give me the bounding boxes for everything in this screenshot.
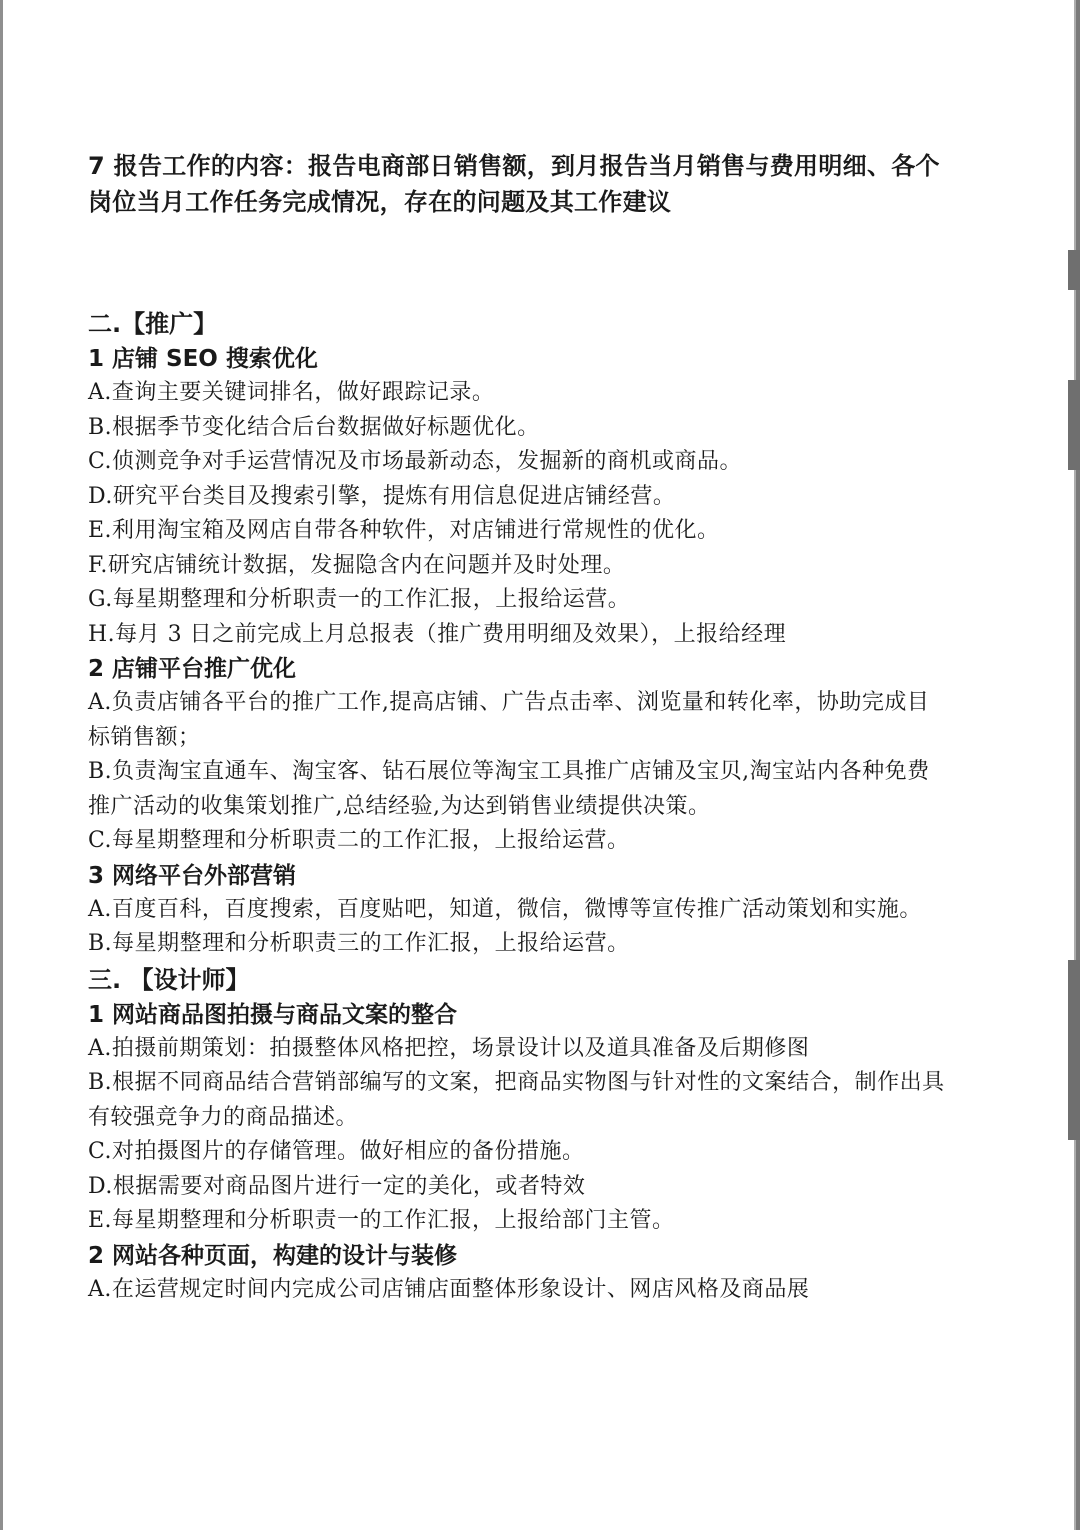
subsection-title: 1 店铺 SEO 搜索优化 [88,346,318,372]
list-item: H.每月 3 日之前完成上月总报表（推广费用明细及效果），上报给经理 [88,621,787,647]
subsection-title: 1 网站商品图拍摄与商品文案的整合 [88,1001,458,1028]
scan-edge-left [0,0,6,1530]
list-item: A.百度百科，百度搜索，百度贴吧，知道，微信，微博等宣传推广活动策划和实施。 [88,896,922,922]
scan-edge-right [1066,0,1080,1530]
document-page [88,148,948,1307]
list-item: C.对拍摄图片的存储管理。做好相应的备份措施。 [88,1139,585,1164]
list-item: B.每星期整理和分析职责三的工作汇报，上报给运营。 [88,931,630,956]
list-item: B.负责淘宝直通车、淘宝客、钻石展位等淘宝工具推广店铺及宝贝,淘宝站内各种免费推广活动的收集策划推广,总结经验,为达到销售业绩提供决策。 [88,759,930,819]
list-item: G.每星期整理和分析职责一的工作汇报，上报给运营。 [88,587,631,612]
list-item: E.利用淘宝箱及网店自带各种软件，对店铺进行常规性的优化。 [88,518,720,543]
list-item: D.研究平台类目及搜索引擎，提炼有用信息促进店铺经营。 [88,483,676,509]
list-item: F.研究店铺统计数据，发掘隐含内在问题并及时处理。 [88,552,626,578]
list-item: A.负责店铺各平台的推广工作,提高店铺、广告点击率、浏览量和转化率，协助完成目标销售额； [88,690,930,750]
list-item: A.查询主要关键词排名，做好跟踪记录。 [88,380,495,405]
intro-paragraph: 7 报告工作的内容：报告电商部日销售额，到月报告当月销售与费用明细、各个岗位当月工作任务完成情况，存在的问题及其工作建议 [88,152,940,216]
list-item: B.根据季节变化结合后台数据做好标题优化。 [88,414,540,440]
list-item: E.每星期整理和分析职责一的工作汇报，上报给部门主管。 [88,1208,675,1233]
list-item: D.根据需要对商品图片进行一定的美化，或者特效 [88,1173,586,1199]
subsection-title: 2 网站各种页面，构建的设计与装修 [88,1242,458,1269]
section-title-promotion: 二.【推广】 [88,310,218,338]
list-item: B.根据不同商品结合营销部编写的文案，把商品实物图与针对性的文案结合，制作出具有较强竞争力的商品描述。 [88,1070,945,1130]
subsection-title: 3 网络平台外部营销 [88,862,297,889]
list-item: C.侦测竞争对手运营情况及市场最新动态，发掘新的商机或商品。 [88,449,743,474]
list-item: C.每星期整理和分析职责二的工作汇报，上报给运营。 [88,828,630,853]
subsection-title: 2 店铺平台推广优化 [88,656,297,682]
list-item: A.拍摄前期策划：拍摄整体风格把控，场景设计以及道具准备及后期修图 [88,1035,810,1061]
list-item: A.在运营规定时间内完成公司店铺店面整体形象设计、网店风格及商品展 [88,1276,810,1302]
section-title-designer: 三. 【设计师】 [88,965,250,994]
